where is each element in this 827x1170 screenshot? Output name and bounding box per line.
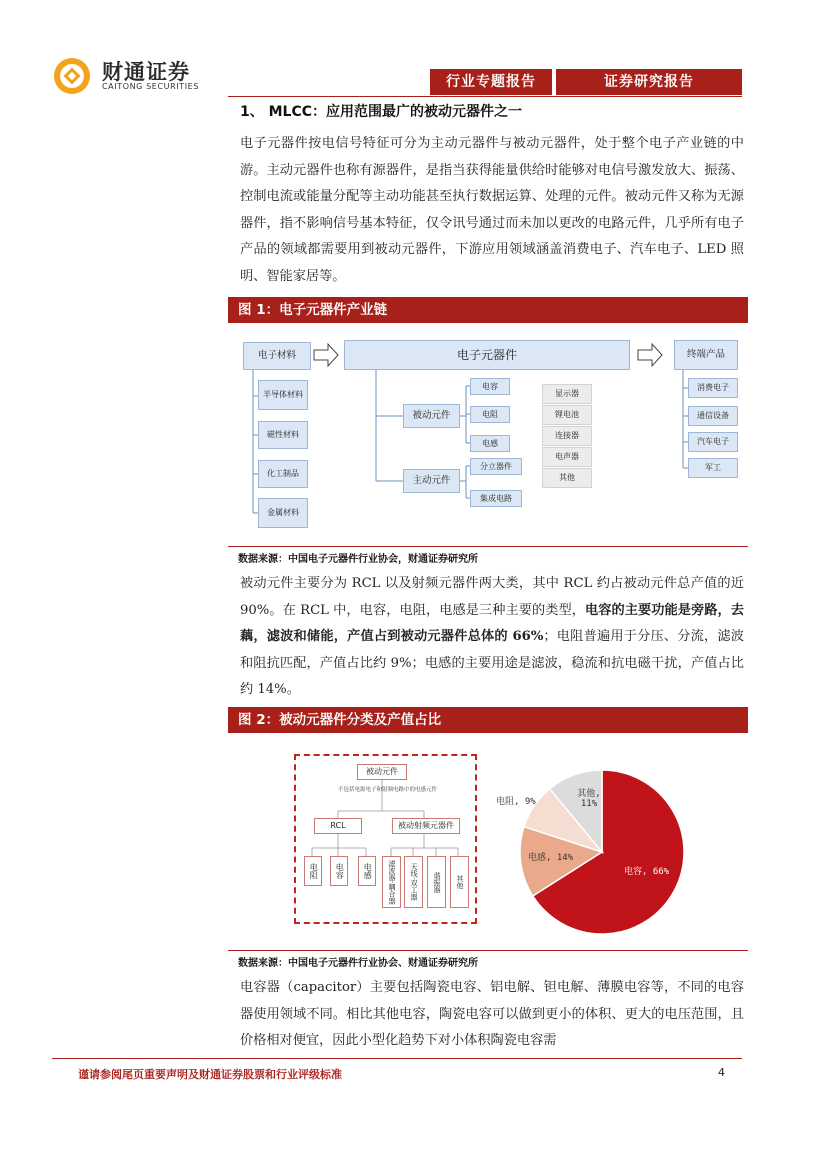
passive-capacitor: 电容 [470, 378, 510, 395]
downstream-end-products: 终端产品 [674, 340, 738, 370]
module-acoustic: 电声器 [542, 447, 592, 467]
figure1-title: 图 1：电子元器件产业链 [228, 297, 748, 323]
paragraph-intro: 电子元器件按电信号特征可分为主动元器件与被动元器件，处于整个电子产业链的中游。主动元器件也称有源器件，是指当获得能量供给时能够对电信号激发放大、振荡、控制电流或能量分配等主动功能甚至执行数据运算、处理的元件。被动元件又称为无源器件，指不影响信号基本特征，仅令讯号通过而未加以更改的电路元件，几乎所有电子产品的领域都需要用到被动元器件，下游应用领域涵盖消费电子、汽车电子、LED 照明、智能家居等。 [240, 136, 744, 284]
paragraph-passive-breakdown [240, 571, 744, 704]
tree-resonator: 谐振器 [427, 856, 446, 908]
product-consumer: 消费电子 [688, 378, 738, 398]
pie-label-other: 其他, 11% [577, 789, 601, 809]
figure2-source: 数据来源：中国电子元器件行业协会、财通证券研究所 [238, 958, 478, 969]
report-category-tab: 证券研究报告 [556, 69, 742, 95]
product-automotive: 汽车电子 [688, 432, 738, 452]
tree-rf: 被动射频元器件 [392, 818, 460, 834]
tree-filter-coupler: 滤波器·耦合器 [382, 856, 401, 908]
active-discrete: 分立器件 [470, 458, 522, 475]
logo-text-en: CAITONG SECURITIES [102, 82, 199, 91]
passive-resistor: 电阻 [470, 406, 510, 423]
figure1-industry-chain-diagram [228, 328, 748, 538]
company-logo [52, 52, 222, 98]
tree-rcl: RCL [314, 818, 362, 834]
logo-coin-icon [52, 56, 92, 96]
material-chemical: 化工制品 [258, 460, 308, 488]
p2-text-b: ；电阻普遍用于分压、分流，滤波和阻抗匹配，产值占比约 9%；电感的主要用途是滤波，稳流和抗电磁干扰，产值占比约 14%。 [240, 629, 744, 698]
p2-text-bold: 电容的主要功能是旁路，去藕，滤波和储能，产值占到被动元器件总体的 66% [240, 602, 744, 645]
p2-text-a: 被动元件主要分为 RCL 以及射频元器件两大类，其中 RCL 约占被动元件总产值的近 90%。在 RCL 中，电容，电阻，电感是三种主要的类型， [240, 576, 744, 618]
logo-text-cn: 财通证券 [102, 60, 190, 84]
passive-components: 被动元件 [403, 404, 460, 428]
tree-root-passive: 被动元件 [357, 764, 407, 780]
material-magnetic: 磁性材料 [258, 421, 308, 449]
figure1-source: 数据来源：中国电子元器件行业协会，财通证券研究所 [238, 554, 478, 565]
tree-other: 其他 [450, 856, 469, 908]
figure1-source-divider [228, 546, 748, 547]
material-semiconductor: 半导体材料 [258, 380, 308, 410]
paragraph-capacitor: 电容器（capacitor）主要包括陶瓷电容、铝电解、钽电解、薄膜电容等，不同的电容器使用领域不同。相比其他电容，陶瓷电容可以做到更小的体积、更大的电压范围，且价格相对便宜，因此小型化趋势下对小体积陶瓷电容需 [240, 980, 744, 1049]
product-telecom: 通信设备 [688, 406, 738, 426]
tree-antenna-duplexer: 天线·双工器 [404, 856, 423, 908]
tree-inductor: 电感 [358, 856, 376, 886]
section-title: 1、 MLCC：应用范围最广的被动元器件之一 [240, 104, 523, 120]
tree-capacitor: 电容 [330, 856, 348, 886]
pie-label-inductor: 电感, 14% [528, 853, 574, 863]
page-number: 4 [718, 1066, 725, 1079]
pie-label-capacitor: 电容, 66% [624, 867, 670, 877]
figure2-title: 图 2：被动元器件分类及产值占比 [228, 707, 748, 733]
midstream-electronic-components: 电子元器件 [344, 340, 630, 370]
figure2-source-divider [228, 950, 748, 951]
header-divider [228, 96, 742, 97]
product-military: 军工 [688, 458, 738, 478]
footer-disclaimer: 谨请参阅尾页重要声明及财通证券股票和行业评级标准 [78, 1068, 342, 1081]
footer-divider [52, 1058, 742, 1059]
active-ic: 集成电路 [470, 490, 522, 507]
module-display: 显示器 [542, 384, 592, 404]
passive-inductor: 电感 [470, 435, 510, 452]
active-components: 主动元件 [403, 469, 460, 493]
figure2-classification-tree [294, 754, 477, 924]
figure2-pie-chart [490, 760, 740, 940]
tree-resistor: 电阻 [304, 856, 322, 886]
upstream-electronic-materials: 电子材料 [243, 342, 311, 370]
material-metal: 金属材料 [258, 498, 308, 528]
module-connector: 连接器 [542, 426, 592, 446]
module-battery: 锂电池 [542, 405, 592, 425]
tree-note: 不包括电源电子和射频电路中的电感元件 [337, 787, 437, 793]
pie-label-resistor: 电阻, 9% [496, 797, 536, 807]
report-type-tab: 行业专题报告 [430, 69, 552, 95]
module-other: 其他 [542, 468, 592, 488]
